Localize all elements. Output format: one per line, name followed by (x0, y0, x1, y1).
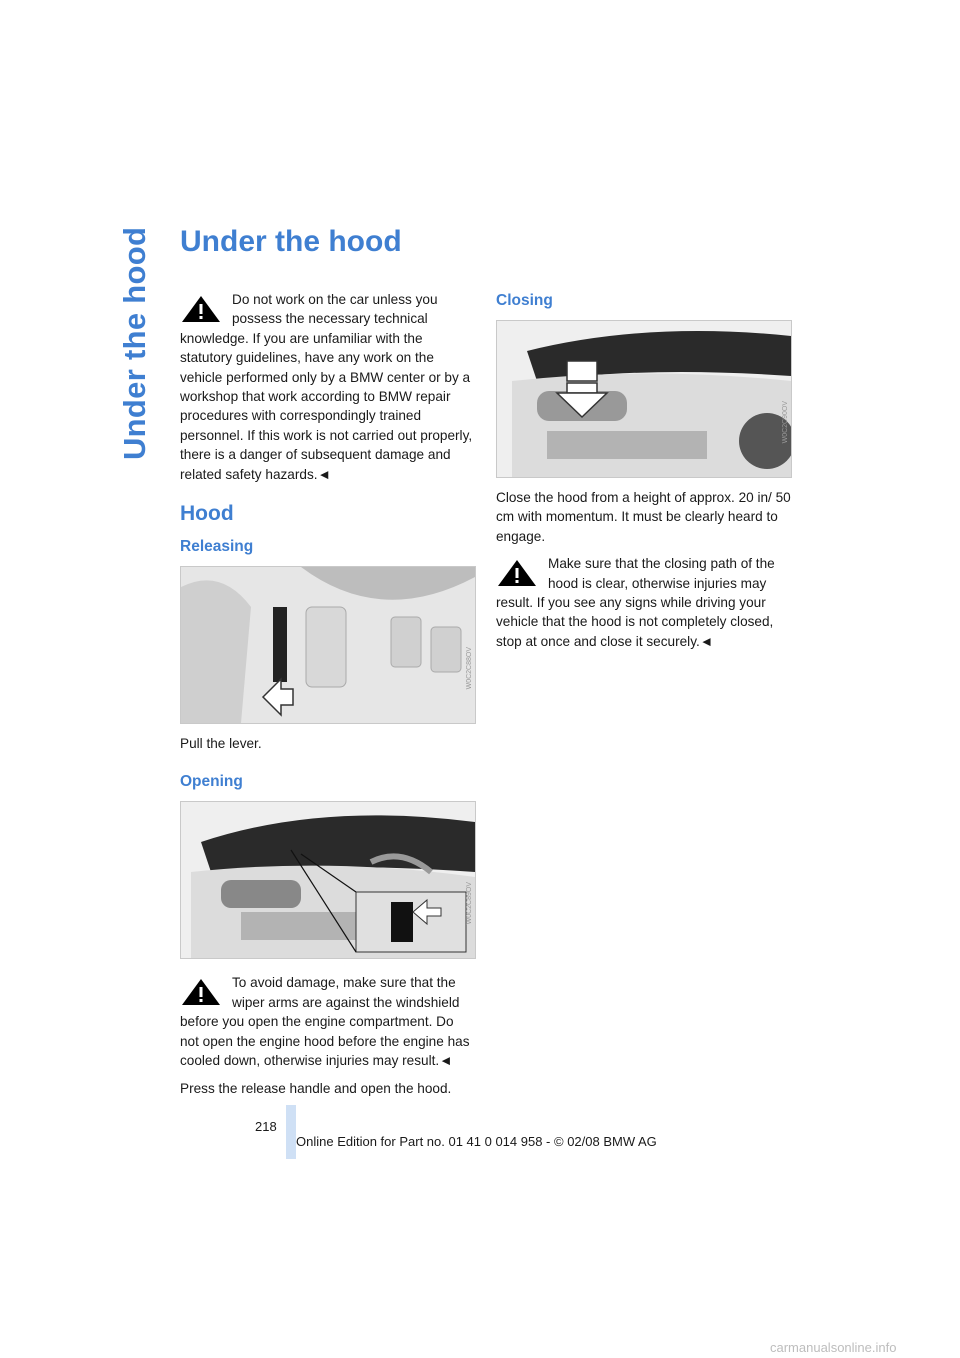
hood-lever-illustration (181, 567, 475, 723)
releasing-figure-code: W0C2C88OV (466, 647, 473, 690)
releasing-text: Pull the lever. (180, 736, 262, 752)
footer-accent-bar (286, 1105, 296, 1159)
footer-text: Online Edition for Part no. 01 41 0 014 958 - © 02/08 BMW AG (296, 1134, 657, 1149)
releasing-heading: Releasing (180, 538, 254, 556)
closing-heading: Closing (496, 292, 553, 309)
page-number: 218 (255, 1119, 277, 1134)
releasing-figure (180, 566, 476, 724)
hood-opening-illustration (181, 802, 475, 958)
opening-figure-code: W0C2C89OV (466, 882, 473, 925)
hood-heading: Hood (180, 502, 234, 526)
page-title: Under the hood (180, 225, 402, 258)
opening-text: Press the release handle and open the hood. (180, 1080, 452, 1096)
intro-warning: Do not work on the car unless you possess the necessary technical knowledge. If you are unfamiliar with the statutory guidelines, have any work on the vehicle performed only by a BMW center or by a workshop that work according to BMW repair procedures with correspondingly trained personnel. If this work is not carried out properly, there is a danger of subsequent damage and related safety hazards.◄ (180, 292, 473, 482)
opening-heading: Opening (180, 773, 243, 791)
warning-icon (496, 558, 538, 588)
warning-icon (180, 977, 222, 1007)
opening-figure (180, 801, 476, 959)
warning-icon (180, 294, 222, 324)
left-column (180, 290, 476, 1106)
opening-warning: To avoid damage, make sure that the wiper arms are against the windshield before you open the engine compartment. Do not open the engine hood before the engine has cooled down, otherwise injuries may result.◄ (180, 975, 470, 1069)
right-column (496, 290, 792, 659)
hood-closing-illustration (497, 321, 791, 477)
side-section-title: Under the hood (117, 226, 152, 460)
closing-figure (496, 320, 792, 478)
closing-warning: Make sure that the closing path of the hood is clear, otherwise injuries may result. If you see any signs while driving your vehicle that the hood is not completely closed, stop at once and close it securely.◄ (496, 556, 775, 649)
closing-text: Close the hood from a height of approx. 20 in/ 50 cm with momentum. It must be clearly heard to engage. (496, 490, 791, 544)
watermark: carmanualsonline.info (770, 1340, 897, 1355)
closing-figure-code: W0C2C90OV (782, 401, 789, 444)
